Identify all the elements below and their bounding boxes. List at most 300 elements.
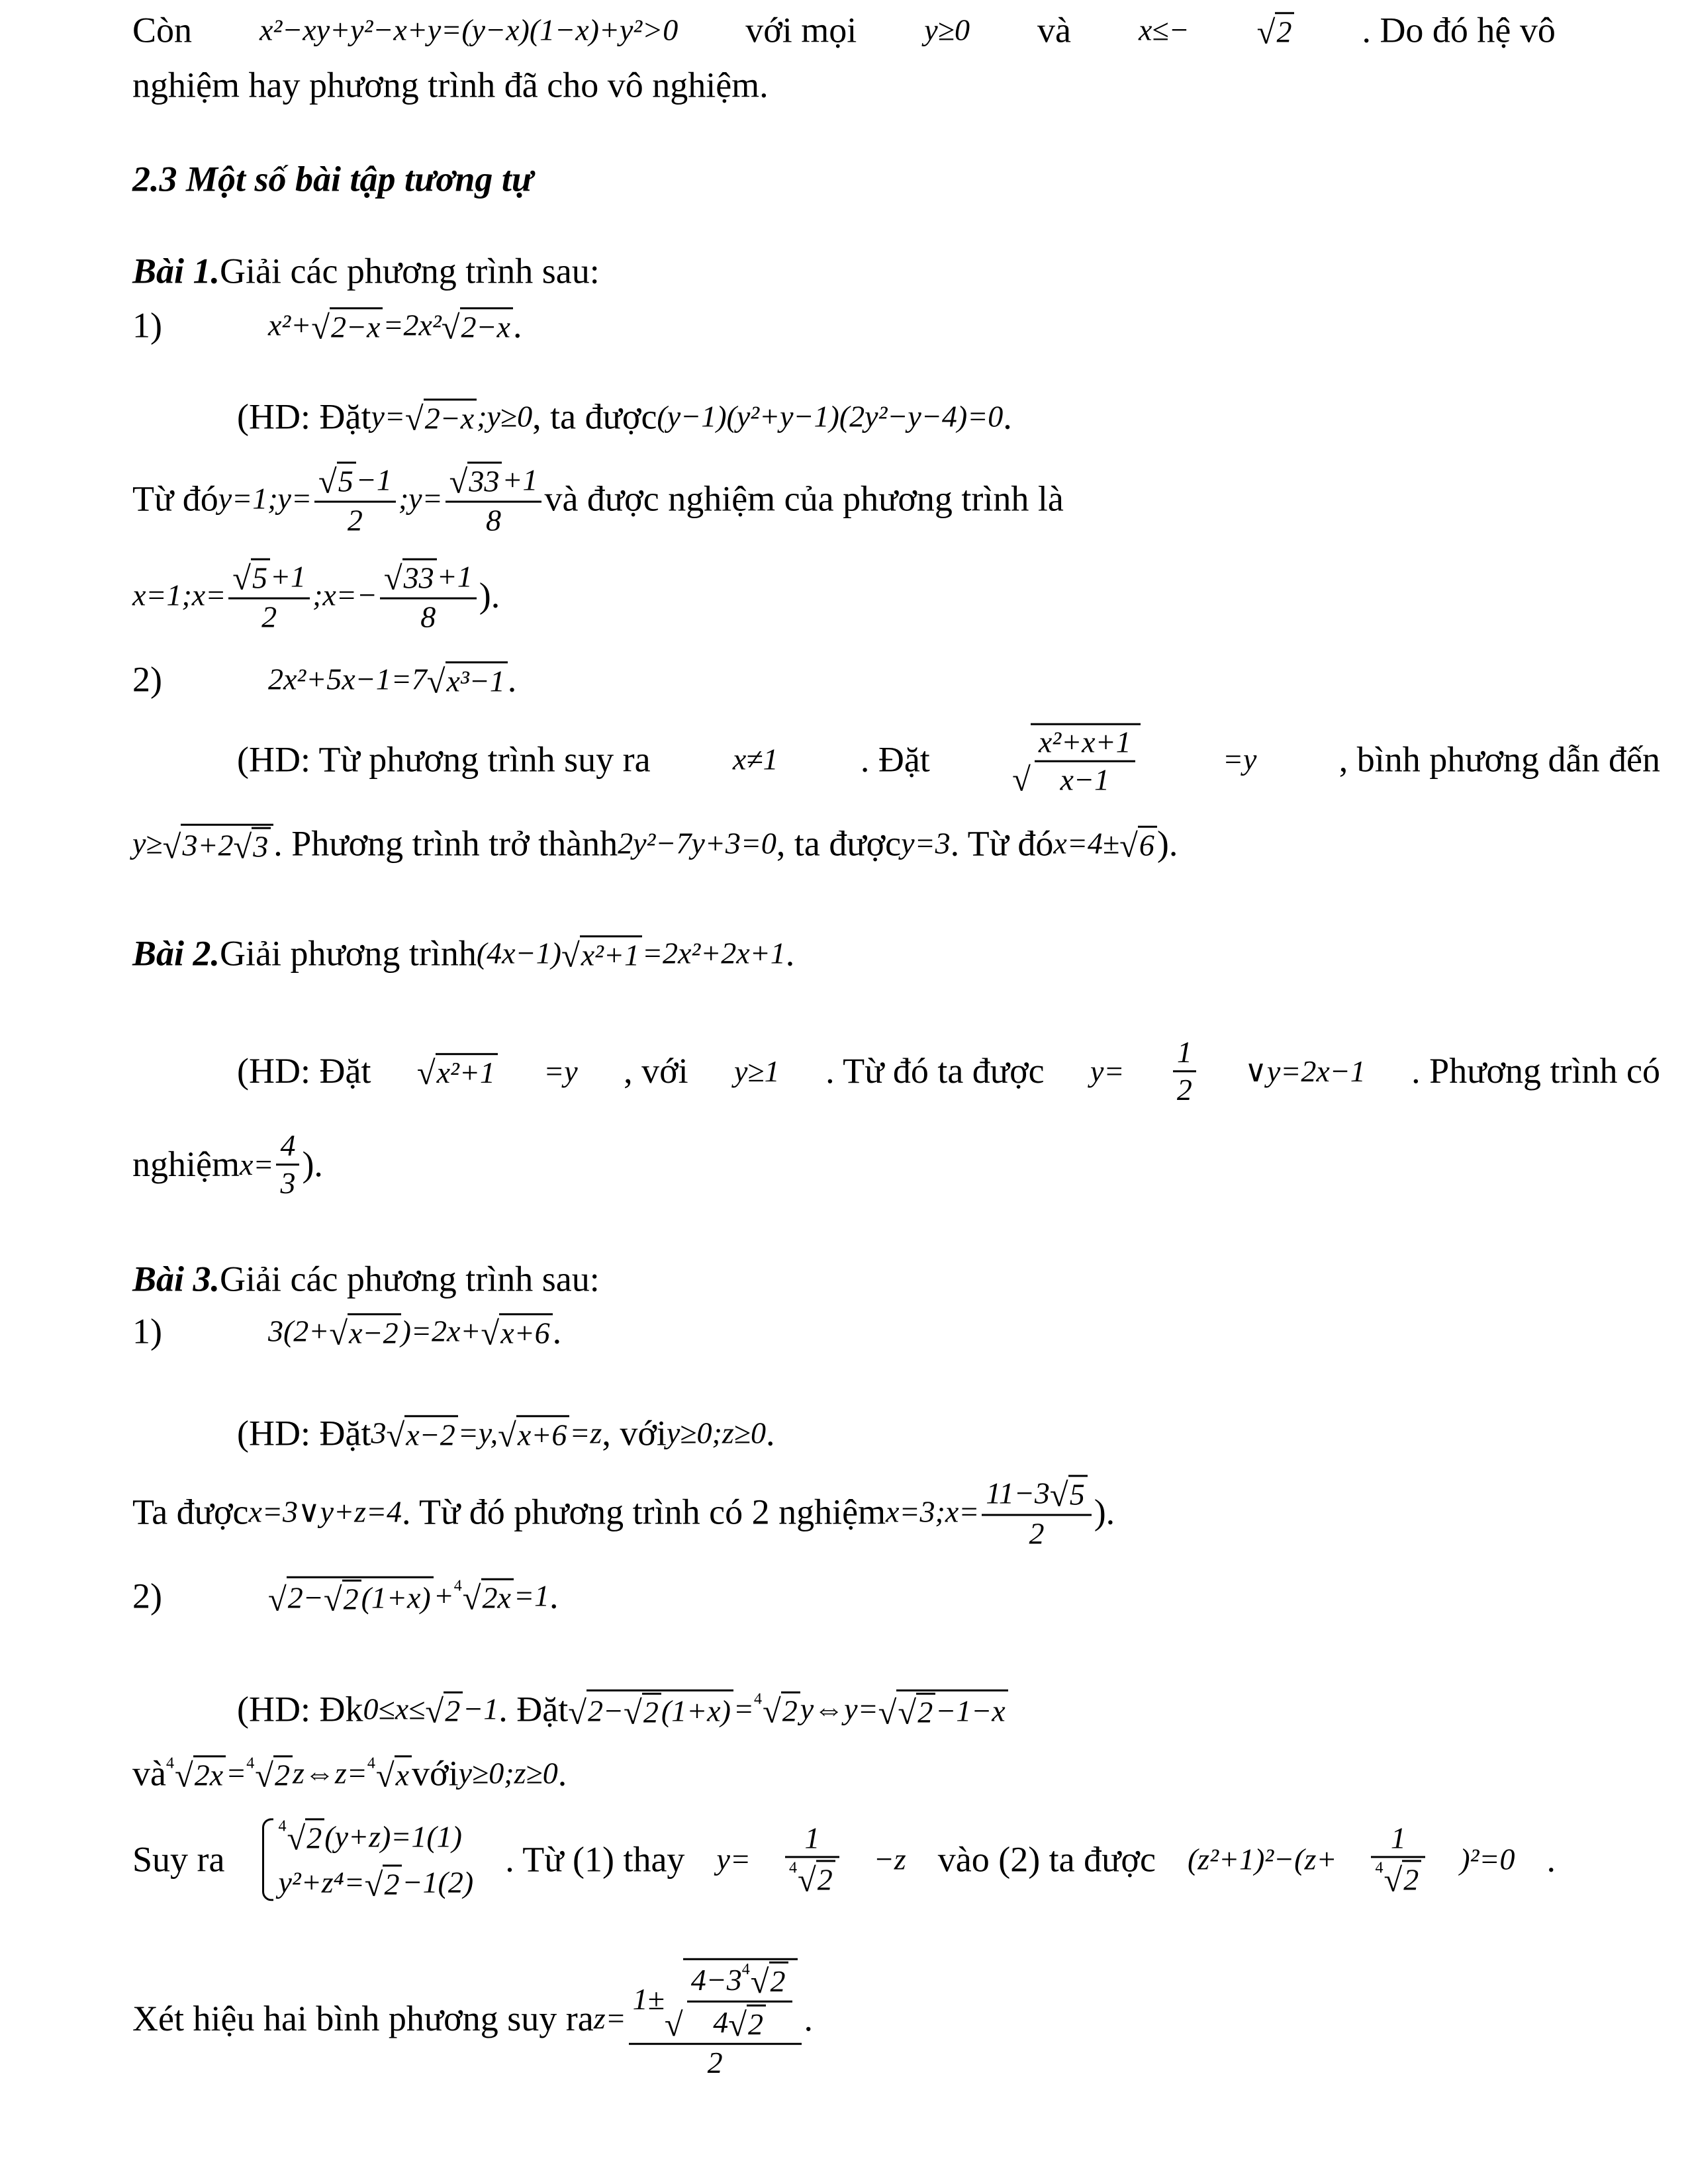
math-expression: = (733, 1692, 754, 1726)
radical-sign-icon: √ (287, 1819, 306, 1857)
square-root (234, 827, 271, 864)
math-expression: 3(2+ (267, 1314, 330, 1348)
math-expression: x²+x+1 (1038, 725, 1131, 759)
text-run: (HD: Đk (237, 1689, 363, 1729)
math-expression: 2 (445, 1694, 461, 1728)
radical-sign-icon: √ (386, 1416, 405, 1454)
square-root (1012, 723, 1141, 797)
math-expression: 2 (275, 1758, 290, 1792)
math-expression: 2y²−7y+3=0 (618, 826, 776, 860)
radicand (305, 1818, 324, 1855)
radicand (395, 1755, 412, 1792)
math-expression: 2−x (331, 310, 381, 344)
math-expression: 4 (713, 2005, 729, 2039)
math-expression: −1(2) (402, 1865, 474, 1899)
text-run: . Đặt (860, 739, 930, 780)
fraction (687, 1962, 792, 2041)
equation-line (132, 660, 516, 699)
radicand (445, 661, 508, 698)
math-expression: 2 (782, 1694, 798, 1728)
paragraph-line (132, 1754, 567, 1793)
math-expression: (y−1)(y²+y−1)(2y²−y−4)=0 (657, 399, 1004, 433)
math-expression: x≠1 (732, 742, 778, 776)
fraction (228, 559, 310, 633)
math-expression: 5 (252, 561, 268, 595)
radicand (348, 1313, 400, 1350)
equation-line (132, 1312, 561, 1351)
denominator (380, 597, 477, 633)
radicand (337, 462, 356, 499)
text-run: . (552, 1311, 562, 1351)
math-expression: 2x (194, 1758, 224, 1792)
numerator (276, 1130, 299, 1163)
exercise-label: Bài 1. (132, 251, 220, 291)
math-expression: 1 (1176, 1035, 1192, 1069)
radical-sign-icon: √ (255, 1756, 273, 1794)
math-expression: x (395, 1758, 410, 1792)
radical-sign-icon: √ (498, 1416, 516, 1454)
math-expression: ;y= (398, 481, 443, 516)
math-expression: = (226, 1756, 247, 1790)
math-expression: 2 (1276, 15, 1292, 49)
root-index: 4 (788, 1859, 797, 1877)
fraction (785, 1823, 839, 1897)
math-expression: 33 (469, 464, 500, 498)
math-expression: −1 (463, 1692, 499, 1726)
nth-root (742, 1962, 788, 1999)
math-expression: z⇔z= (293, 1756, 367, 1790)
text-run: . Từ đó (950, 823, 1054, 864)
radicand (1275, 12, 1294, 49)
text-run: (HD: Đặt (237, 396, 371, 437)
math-expression: 3+2 (182, 828, 234, 862)
math-expression: ;x=− (312, 578, 377, 612)
math-expression: x≤− (1138, 13, 1190, 47)
square-root (311, 307, 383, 344)
numerator (687, 1962, 792, 2001)
fraction (1371, 1823, 1425, 1897)
hint-line (237, 723, 1660, 797)
math-expression: 2− (287, 1580, 324, 1615)
math-expression: 2x (482, 1580, 511, 1615)
math-expression: =2x² (383, 308, 442, 342)
fraction (276, 1130, 299, 1200)
fraction (314, 462, 396, 537)
square-root (232, 559, 270, 596)
text-run: 2) (132, 1576, 162, 1616)
math-expression: 4 (280, 1128, 296, 1163)
text-run: . (766, 1413, 775, 1453)
math-expression: y²+z⁴= (278, 1865, 365, 1899)
radical-sign-icon: √ (568, 1694, 586, 1731)
text-run: , với (602, 1413, 667, 1453)
radicand (769, 1962, 788, 1999)
text-run: nghiệm (132, 1144, 240, 1185)
nth-root (367, 1755, 412, 1792)
numerator (1035, 727, 1135, 760)
math-expression: y= (716, 1842, 751, 1876)
square-root (1050, 1475, 1088, 1512)
radical-sign-icon: √ (728, 2005, 747, 2043)
radical-sign-icon: √ (232, 559, 252, 597)
paragraph-line (132, 1958, 813, 2079)
text-run: . (785, 933, 795, 974)
math-expression: + (433, 1578, 454, 1613)
denominator (785, 1856, 839, 1897)
numerator (314, 462, 396, 501)
radical-sign-icon: √ (318, 463, 337, 500)
text-run: , với (624, 1051, 688, 1091)
nth-root (454, 1578, 514, 1615)
math-expression: x²+1 (436, 1056, 495, 1090)
square-root (425, 1691, 463, 1728)
radical-sign-icon: √ (441, 308, 460, 346)
root-index: 4 (367, 1754, 375, 1772)
denominator (276, 1164, 299, 1200)
exercise-title (132, 251, 600, 291)
numerator (1387, 1823, 1410, 1856)
paragraph-line (132, 559, 500, 633)
square-root (498, 1415, 569, 1452)
text-run: với mọi (745, 10, 857, 50)
square-root (405, 398, 477, 435)
radical-sign-icon: √ (233, 828, 252, 866)
math-expression: =z (569, 1416, 602, 1450)
math-expression: =y (1222, 742, 1257, 776)
radicand (1402, 1860, 1421, 1897)
radical-sign-icon: √ (416, 1054, 436, 1092)
square-root (442, 307, 513, 344)
radical-sign-icon: √ (404, 400, 424, 437)
text-run: (HD: Đặt (237, 1413, 371, 1453)
radicand (1138, 825, 1157, 862)
denominator (1173, 1071, 1196, 1107)
root-index: 4 (453, 1577, 462, 1595)
math-expression: =1 (513, 1578, 549, 1613)
square-root (318, 462, 356, 499)
radical-sign-icon: √ (1049, 1476, 1068, 1514)
math-expression: 1 (1390, 1821, 1406, 1855)
math-expression: 2 (817, 1862, 833, 1897)
fraction (380, 559, 477, 633)
radical-sign-icon: √ (462, 1579, 481, 1617)
radicand (251, 559, 270, 596)
square-root (568, 1690, 733, 1730)
paragraph-line (132, 1818, 1556, 1901)
radical-sign-icon: √ (898, 1694, 917, 1731)
denominator (982, 1514, 1091, 1549)
radical-sign-icon: √ (323, 1580, 342, 1618)
radicand (499, 1313, 552, 1350)
math-expression: =2x²+2x+1 (641, 936, 786, 970)
radicand (252, 827, 271, 864)
text-run: và được nghiệm của phương trình là (544, 478, 1064, 519)
paragraph-line (132, 1130, 323, 1200)
radical-sign-icon: √ (426, 662, 445, 700)
numerator (445, 462, 542, 501)
denominator (228, 597, 310, 633)
square-root (728, 2004, 766, 2041)
hint-line (237, 1414, 775, 1453)
math-expression: 2−x (424, 401, 475, 435)
math-expression: 2 (1176, 1073, 1192, 1107)
numerator (380, 559, 477, 598)
radicand (460, 307, 513, 344)
equation-line (132, 306, 522, 345)
math-expression: 2−x (461, 310, 510, 344)
radical-sign-icon: √ (878, 1694, 897, 1731)
math-expression: 3 (371, 1416, 387, 1450)
nth-root (279, 1818, 325, 1855)
text-run: , ta được (532, 396, 657, 437)
paragraph-line (132, 824, 1178, 864)
square-root (163, 824, 274, 864)
math-expression: ∨y=2x−1 (1244, 1054, 1366, 1088)
text-run: . Do đó hệ vô (1362, 10, 1556, 50)
radicand (896, 1690, 1008, 1730)
math-expression: x+6 (500, 1316, 550, 1350)
exercise-label: Bài 3. (132, 1259, 220, 1299)
radicand (273, 1755, 293, 1792)
denominator (445, 500, 542, 536)
nth-root (166, 1755, 226, 1792)
radical-sign-icon: √ (329, 1314, 348, 1352)
radicand (1068, 1475, 1088, 1512)
nth-root (1375, 1860, 1421, 1897)
math-expression: x−2 (406, 1418, 455, 1452)
text-run: . Từ (1) thay (505, 1839, 685, 1880)
exercise-label: Bài 2. (132, 933, 220, 974)
radicand (586, 1690, 733, 1730)
radical-sign-icon: √ (311, 308, 330, 346)
fraction (1173, 1036, 1196, 1107)
math-expression: +1 (270, 559, 306, 594)
radical-sign-icon: √ (267, 1580, 287, 1618)
radical-sign-icon: √ (162, 828, 181, 866)
math-expression: x²+1 (581, 938, 639, 972)
numerator (982, 1475, 1091, 1514)
square-root (665, 1958, 798, 2041)
denominator (687, 2000, 792, 2041)
radicand (580, 935, 642, 972)
math-expression: (1+x) (361, 1580, 431, 1615)
math-expression: y≥0;z≥0 (666, 1416, 767, 1450)
root-index: 4 (1375, 1859, 1383, 1877)
math-expression: (1+x) (661, 1694, 731, 1728)
text-run: . Phương trình trở thành (273, 823, 618, 864)
math-expression: 2 (343, 1582, 359, 1616)
text-run: với (412, 1753, 459, 1794)
root-index: 4 (278, 1817, 287, 1835)
math-expression: )²=0 (1460, 1842, 1515, 1876)
math-expression: )=2x+ (400, 1314, 481, 1348)
square-root (324, 1580, 361, 1617)
text-run: nghiệm hay phương trình đã cho vô nghiệm. (132, 65, 769, 105)
math-expression: −z (873, 1842, 906, 1876)
radical-sign-icon: √ (561, 936, 580, 974)
math-expression: 6 (1139, 828, 1154, 862)
math-expression: (z²+1)²−(z+ (1187, 1842, 1337, 1876)
math-expression: x²−xy+y²−x+y=(y−x)(1−x)+y²>0 (259, 13, 679, 47)
square-root (449, 462, 502, 499)
radicand (467, 462, 502, 499)
text-run: . Từ đó phương trình có 2 nghiệm (402, 1492, 886, 1532)
radical-sign-icon: √ (1012, 760, 1031, 798)
text-run: . Đặt (498, 1689, 569, 1729)
square-root (427, 661, 508, 698)
math-expression: 8 (420, 600, 436, 634)
text-run: 2) (132, 659, 162, 700)
root-index: 4 (165, 1754, 174, 1772)
numerator (1173, 1036, 1196, 1070)
fraction (445, 462, 542, 537)
square-root (417, 1053, 498, 1090)
radicand (383, 1864, 402, 1901)
square-root (878, 1690, 1008, 1730)
math-expression: =y (543, 1054, 578, 1088)
math-expression: x−2 (349, 1316, 399, 1350)
radicand (747, 2004, 766, 2041)
denominator (1035, 760, 1135, 796)
radical-sign-icon: √ (364, 1866, 383, 1903)
radicand (516, 1415, 569, 1452)
square-root (384, 559, 437, 596)
text-run: . Từ đó ta được (825, 1051, 1045, 1091)
root-index: 4 (741, 1960, 750, 1978)
text-run: và (1037, 10, 1071, 50)
square-root (268, 1576, 434, 1617)
radical-sign-icon: √ (762, 1692, 781, 1730)
math-expression: 2 (643, 1695, 659, 1729)
radicand (193, 1755, 226, 1792)
radical-sign-icon: √ (797, 1861, 816, 1899)
system-equation (279, 1864, 474, 1901)
radical-sign-icon: √ (481, 1314, 500, 1352)
paragraph-line (132, 66, 769, 105)
math-expression: y≥0 (924, 13, 970, 47)
radicand (402, 559, 437, 596)
math-expression: x=1;x= (132, 578, 226, 612)
fraction (1035, 727, 1135, 797)
text-run: . (1003, 396, 1012, 437)
text-run: (HD: Đặt (237, 1051, 371, 1091)
text-run: Xét hiệu hai bình phương suy ra (132, 1998, 594, 2038)
text-run: . (507, 659, 517, 700)
nth-root (246, 1755, 293, 1792)
text-run: Giải các phương trình sau: (220, 251, 600, 291)
text-run: ). (1094, 1492, 1115, 1532)
text-run: 1) (132, 305, 162, 345)
text-run: và (132, 1753, 166, 1794)
math-expression: 3 (253, 829, 269, 864)
math-expression: =y, (457, 1416, 498, 1450)
radical-sign-icon: √ (383, 559, 402, 597)
exercise-title (132, 934, 794, 973)
math-expression: 2 (917, 1695, 933, 1729)
math-expression: 1± (632, 1982, 665, 2017)
math-expression: 11−3 (986, 1476, 1050, 1510)
text-run: Suy ra (132, 1839, 225, 1880)
math-expression: ;y≥0 (477, 399, 533, 433)
math-expression: 2 (1403, 1862, 1419, 1897)
math-expression: 0≤x≤ (363, 1692, 426, 1726)
radical-sign-icon: √ (750, 1962, 769, 2000)
text-run: ). (302, 1144, 323, 1185)
paragraph-line (132, 462, 1064, 537)
square-root (1119, 825, 1157, 862)
text-run: Ta được (132, 1492, 249, 1532)
math-expression: −1−x (935, 1694, 1006, 1728)
radicand (642, 1693, 661, 1730)
math-expression: x+6 (517, 1418, 567, 1452)
math-expression: 33 (403, 561, 434, 595)
nth-root (754, 1691, 800, 1728)
numerator (629, 1958, 802, 2043)
square-root (329, 1313, 400, 1350)
radicand (781, 1691, 800, 1728)
text-run: ). (1156, 823, 1178, 864)
text-run: . (512, 305, 522, 345)
math-expression: (4x−1) (476, 936, 561, 970)
math-expression: 2 (261, 600, 277, 634)
math-expression: y=3 (901, 826, 951, 860)
radicand (816, 1860, 835, 1897)
text-run: , bình phương dẫn đến (1338, 739, 1660, 780)
math-expression: 1 (804, 1821, 820, 1855)
math-expression: x=3∨y+z=4 (248, 1494, 402, 1529)
radicand (683, 1958, 798, 2041)
math-expression: 2− (587, 1694, 624, 1728)
square-root (1257, 12, 1295, 49)
square-root (898, 1693, 935, 1730)
radical-sign-icon: √ (425, 1692, 444, 1730)
system-rows (279, 1818, 474, 1901)
math-expression: 2 (707, 2045, 723, 2079)
math-expression: (y+z)=1(1) (324, 1819, 462, 1853)
text-run: (HD: Từ phương trình suy ra (237, 739, 651, 780)
radicand (916, 1693, 935, 1730)
denominator (1371, 1856, 1425, 1897)
numerator (228, 559, 310, 598)
root-index: 4 (753, 1690, 762, 1708)
math-expression: y= (371, 399, 405, 433)
equation-line (132, 1576, 559, 1617)
radical-sign-icon: √ (1119, 827, 1138, 864)
text-run: Giải phương trình (220, 933, 477, 974)
fraction (982, 1475, 1091, 1550)
text-run: ). (479, 575, 500, 615)
radicand (424, 398, 477, 435)
hint-line (237, 1036, 1660, 1107)
math-expression: 5 (338, 464, 353, 498)
square-root (386, 1415, 457, 1452)
radical-sign-icon: √ (624, 1694, 642, 1731)
math-expression: 2 (770, 1964, 786, 1998)
square-root (365, 1864, 402, 1901)
square-root (561, 935, 642, 972)
math-expression: y≥ (132, 826, 163, 860)
radical-sign-icon: √ (375, 1756, 395, 1794)
equation-system (262, 1818, 474, 1901)
math-expression: 2 (747, 2007, 763, 2041)
paragraph-line (132, 11, 1556, 50)
math-expression: x³−1 (446, 664, 505, 698)
exercise-title (132, 1259, 600, 1298)
math-expression: y⇔y= (800, 1692, 878, 1726)
radicand (181, 824, 273, 864)
radicand (342, 1580, 361, 1617)
math-expression: 2 (347, 503, 363, 537)
